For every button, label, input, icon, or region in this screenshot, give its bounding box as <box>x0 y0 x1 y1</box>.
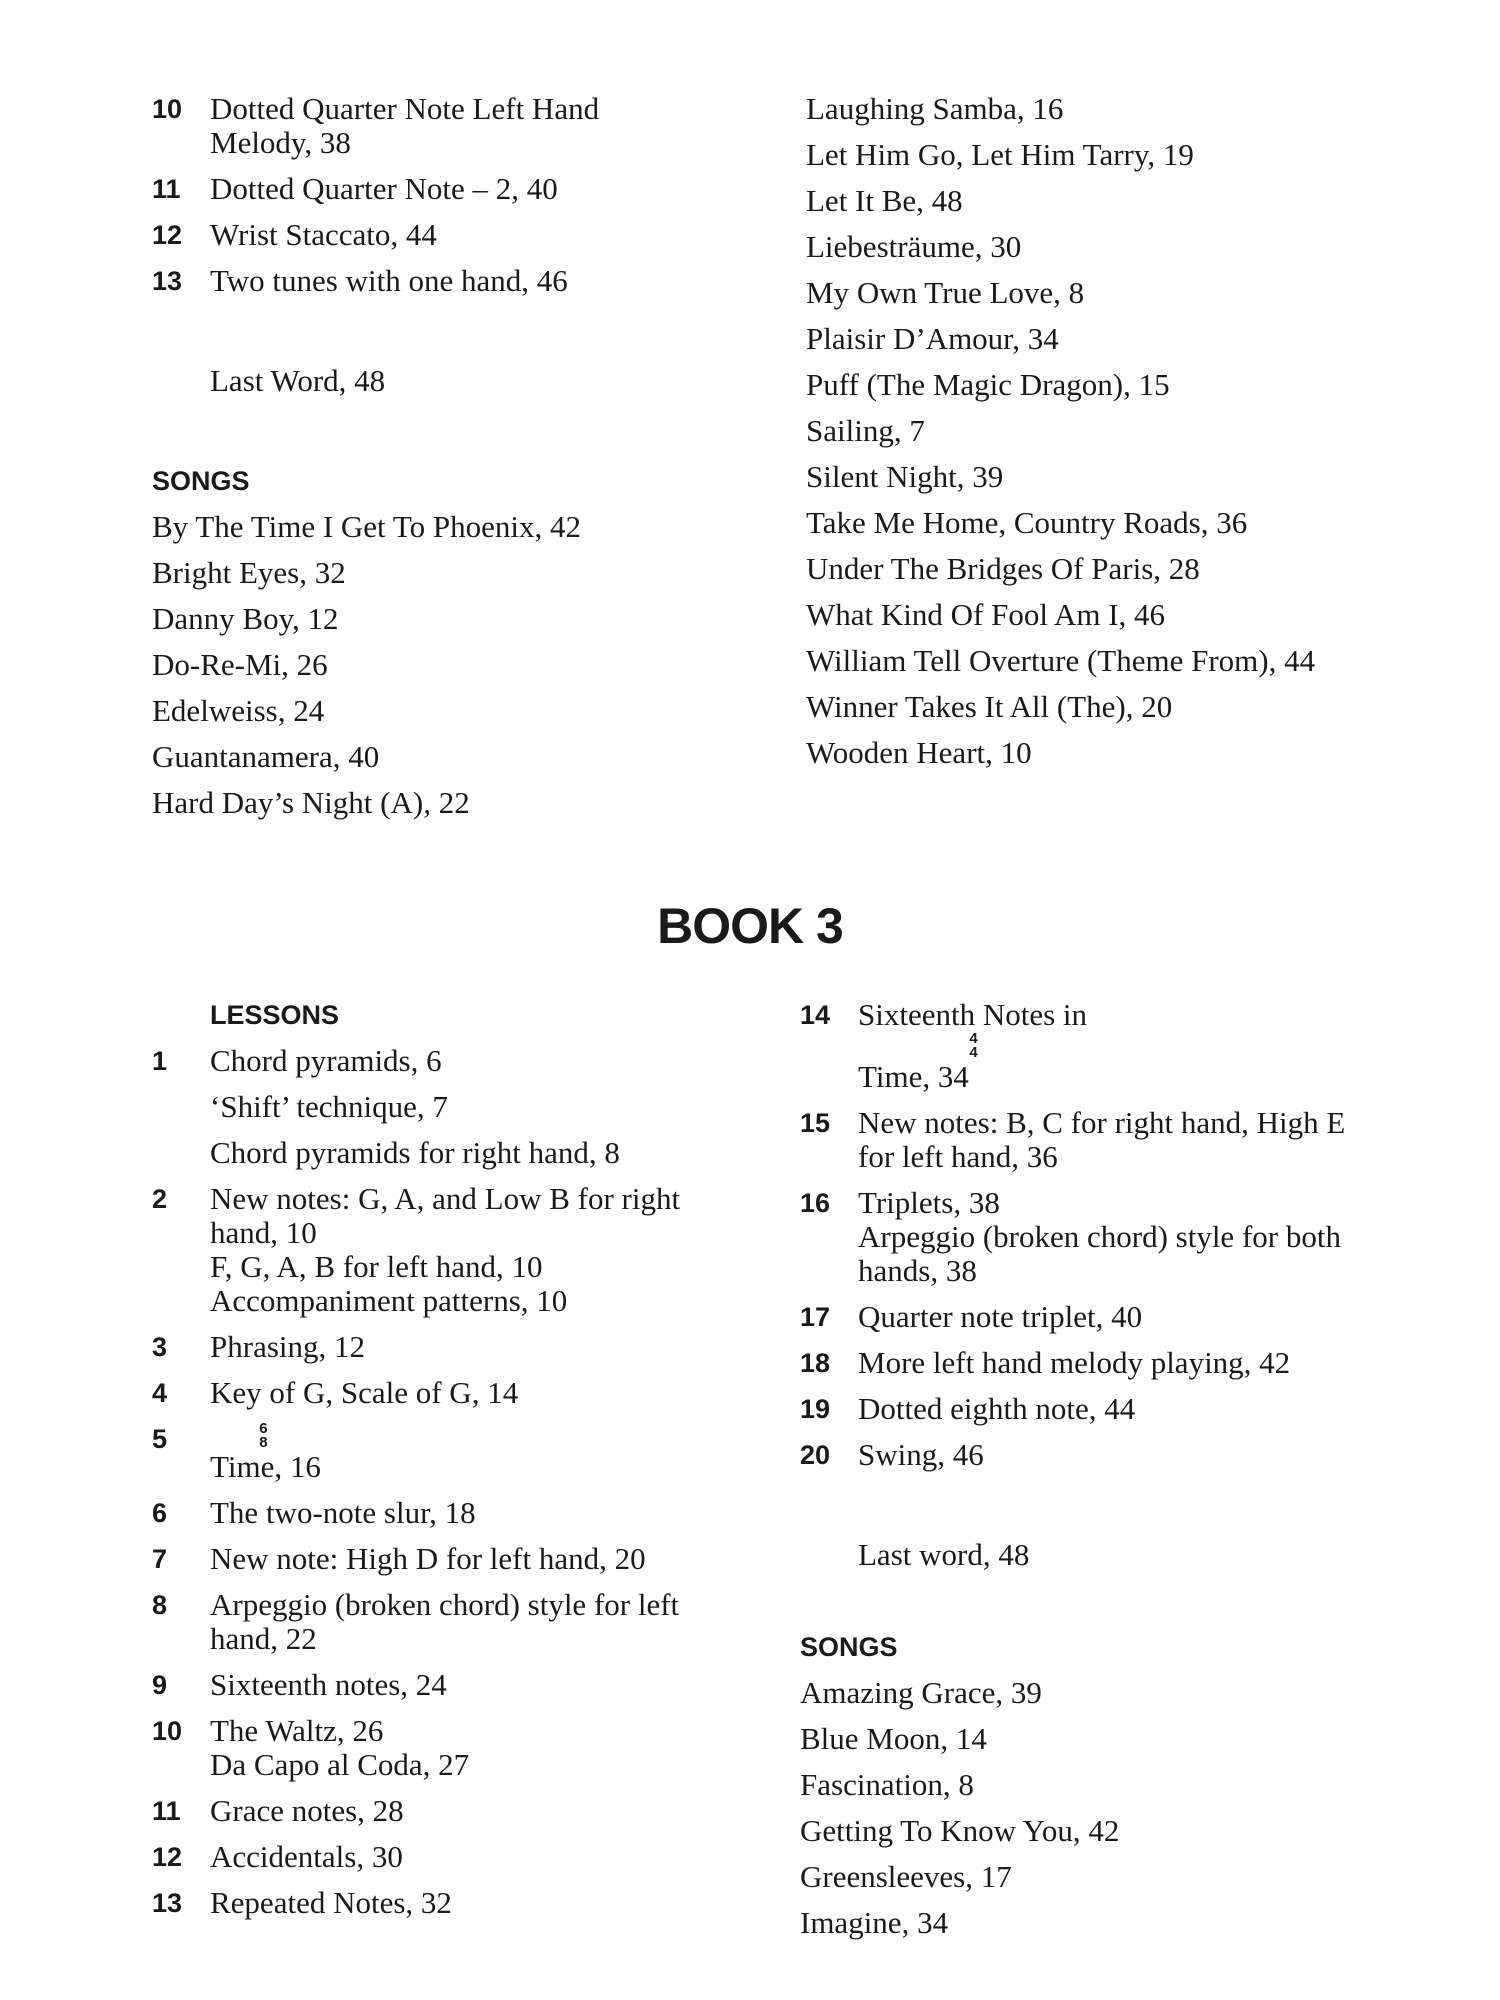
songs-heading: SONGS <box>152 466 250 496</box>
lesson-text: Time, 16 <box>210 1449 321 1484</box>
last-word-entry <box>800 1538 1460 1572</box>
lesson-entry <box>152 1422 772 1484</box>
song-item: Amazing Grace, 39 <box>800 1675 1042 1710</box>
song-item: Greensleeves, 17 <box>800 1859 1012 1894</box>
lesson-text: Chord pyramids for right hand, 8 <box>210 1135 620 1170</box>
lesson-number: 1 <box>152 1046 168 1076</box>
lesson-entry <box>800 1186 1460 1288</box>
time-signature <box>212 1422 315 1450</box>
lesson-number: 2 <box>152 1184 168 1214</box>
lesson-text: Accidentals, 30 <box>210 1839 403 1874</box>
lesson-entry <box>152 1542 772 1576</box>
song-item: Let Him Go, Let Him Tarry, 19 <box>806 137 1194 172</box>
lesson-text: The Waltz, 26 <box>210 1713 384 1748</box>
song-item: Puff (The Magic Dragon), 15 <box>806 367 1170 402</box>
lesson-entry <box>152 1330 772 1364</box>
lesson-entry <box>152 1090 772 1124</box>
lesson-entry <box>152 1044 772 1078</box>
lesson-entry <box>800 998 1460 1094</box>
lesson-text: ‘Shift’ technique, 7 <box>210 1089 448 1124</box>
lesson-text: hand, 10 <box>210 1215 317 1250</box>
song-item: Danny Boy, 12 <box>152 601 339 636</box>
time-signature-top: 4 <box>969 1030 978 1047</box>
lesson-number: 11 <box>152 174 181 204</box>
lesson-entry <box>800 1392 1460 1426</box>
lesson-text: New notes: B, C for right hand, High E <box>858 1105 1346 1140</box>
song-item: Plaisir D’Amour, 34 <box>806 321 1059 356</box>
lesson-entry <box>152 1496 772 1530</box>
song-item: Sailing, 7 <box>806 413 925 448</box>
lesson-text: Repeated Notes, 32 <box>210 1885 452 1920</box>
lesson-text: Dotted Quarter Note – 2, 40 <box>210 171 558 206</box>
song-item: Winner Takes It All (The), 20 <box>806 689 1173 724</box>
lesson-entry <box>152 1182 772 1318</box>
lesson-text: Phrasing, 12 <box>210 1329 365 1364</box>
song-item: Silent Night, 39 <box>806 459 1004 494</box>
lesson-entry <box>800 1438 1460 1472</box>
song-item: Getting To Know You, 42 <box>800 1813 1120 1848</box>
songs-heading: SONGS <box>800 1632 898 1662</box>
lesson-text: hand, 22 <box>210 1621 317 1656</box>
lesson-number: 15 <box>800 1108 831 1138</box>
lesson-text: Sixteenth notes, 24 <box>210 1667 447 1702</box>
lesson-entry <box>800 1300 1460 1334</box>
lesson-entry <box>152 1136 772 1170</box>
lesson-text: Da Capo al Coda, 27 <box>210 1747 470 1782</box>
lessons-heading-row <box>152 998 772 1032</box>
lesson-number <box>152 1136 210 1170</box>
lesson-entry <box>152 1376 772 1410</box>
lesson-text: Triplets, 38 <box>858 1185 1000 1220</box>
lesson-text: Dotted Quarter Note Left Hand <box>210 91 600 126</box>
lesson-entry <box>152 1668 772 1702</box>
song-item: Laughing Samba, 16 <box>806 91 1064 126</box>
lesson-text: for left hand, 36 <box>858 1139 1058 1174</box>
last-word-entry <box>152 364 752 398</box>
book3-right-column <box>800 998 1460 1952</box>
lesson-number: 12 <box>152 220 183 250</box>
song-item: Take Me Home, Country Roads, 36 <box>806 505 1248 540</box>
lesson-entry <box>152 264 752 298</box>
lesson-text: Dotted eighth note, 44 <box>858 1391 1136 1426</box>
lesson-entry <box>152 218 752 252</box>
lesson-number: 10 <box>152 94 183 124</box>
lesson-text: New note: High D for left hand, 20 <box>210 1541 646 1576</box>
lesson-text: hands, 38 <box>858 1253 977 1288</box>
lesson-number: 17 <box>800 1302 831 1332</box>
lesson-number: 13 <box>152 1888 183 1918</box>
song-item: Edelweiss, 24 <box>152 693 325 728</box>
lesson-number: 13 <box>152 266 183 296</box>
lesson-number: 7 <box>152 1544 168 1574</box>
lesson-number: 20 <box>800 1440 831 1470</box>
time-signature-top: 6 <box>259 1420 268 1437</box>
song-item: Imagine, 34 <box>800 1905 949 1940</box>
lesson-number: 12 <box>152 1842 183 1872</box>
lesson-text: New notes: G, A, and Low B for right <box>210 1181 681 1216</box>
time-signature-bottom: 8 <box>259 1434 268 1451</box>
lesson-entry <box>152 1886 772 1920</box>
song-item: Guantanamera, 40 <box>152 739 380 774</box>
lesson-text: F, G, A, B for left hand, 10 <box>210 1249 543 1284</box>
lesson-number: 18 <box>800 1348 831 1378</box>
time-signature <box>866 1032 1081 1060</box>
song-item: Liebesträume, 30 <box>806 229 1022 264</box>
lesson-number <box>152 1090 210 1124</box>
lesson-text: The two-note slur, 18 <box>210 1495 476 1530</box>
lesson-entry <box>152 1840 772 1874</box>
lesson-number: 5 <box>152 1424 168 1454</box>
lesson-entry <box>152 1714 772 1782</box>
song-item: Blue Moon, 14 <box>800 1721 987 1756</box>
lesson-text: Two tunes with one hand, 46 <box>210 263 568 298</box>
lesson-text: Time, 34 <box>858 1059 969 1094</box>
lessons-heading: LESSONS <box>210 1000 340 1030</box>
lesson-number: 14 <box>800 1000 831 1030</box>
lesson-text: Key of G, Scale of G, 14 <box>210 1375 519 1410</box>
lesson-number: 9 <box>152 1670 168 1700</box>
song-item: Under The Bridges Of Paris, 28 <box>806 551 1200 586</box>
lesson-text: Wrist Staccato, 44 <box>210 217 437 252</box>
song-item: Bright Eyes, 32 <box>152 555 346 590</box>
book3-title: BOOK 3 <box>657 898 843 954</box>
lesson-number: 8 <box>152 1590 168 1620</box>
lesson-entry <box>800 1346 1460 1380</box>
song-item: William Tell Overture (Theme From), 44 <box>806 643 1316 678</box>
lesson-text: Melody, 38 <box>210 125 351 160</box>
lesson-entry <box>152 92 752 160</box>
lesson-text: Accompaniment patterns, 10 <box>210 1283 568 1318</box>
lesson-number: 3 <box>152 1332 168 1362</box>
song-item: Do-Re-Mi, 26 <box>152 647 328 682</box>
lesson-text: Grace notes, 28 <box>210 1793 404 1828</box>
lesson-text: Quarter note triplet, 40 <box>858 1299 1143 1334</box>
song-item: What Kind Of Fool Am I, 46 <box>806 597 1166 632</box>
lesson-text: Arpeggio (broken chord) style for both <box>858 1219 1341 1254</box>
book2-left-column <box>152 92 752 832</box>
lesson-text: Chord pyramids, 6 <box>210 1043 442 1078</box>
lesson-entry <box>152 172 752 206</box>
lesson-entry <box>800 1106 1460 1174</box>
song-item: Let It Be, 48 <box>806 183 963 218</box>
song-item: Hard Day’s Night (A), 22 <box>152 785 470 820</box>
book2-right-column <box>806 92 1446 782</box>
lesson-number: 16 <box>800 1188 831 1218</box>
last-word-text: Last word, 48 <box>858 1537 1030 1572</box>
lesson-text: Sixteenth Notes in <box>858 997 1088 1032</box>
lesson-number: 4 <box>152 1378 168 1408</box>
song-item: By The Time I Get To Phoenix, 42 <box>152 509 581 544</box>
lesson-entry <box>152 1794 772 1828</box>
song-item: Fascination, 8 <box>800 1767 974 1802</box>
lesson-number: 19 <box>800 1394 831 1424</box>
lesson-number: 10 <box>152 1716 183 1746</box>
song-item: My Own True Love, 8 <box>806 275 1085 310</box>
lesson-text: Arpeggio (broken chord) style for left <box>210 1587 680 1622</box>
book3-left-column <box>152 998 772 1932</box>
time-signature-bottom: 4 <box>969 1044 978 1061</box>
lesson-number: 6 <box>152 1498 168 1528</box>
lesson-text: Swing, 46 <box>858 1437 984 1472</box>
song-item: Wooden Heart, 10 <box>806 735 1032 770</box>
last-word-text: Last Word, 48 <box>210 363 386 398</box>
lesson-number: 11 <box>152 1796 181 1826</box>
lesson-entry <box>152 1588 772 1656</box>
lesson-text: More left hand melody playing, 42 <box>858 1345 1291 1380</box>
